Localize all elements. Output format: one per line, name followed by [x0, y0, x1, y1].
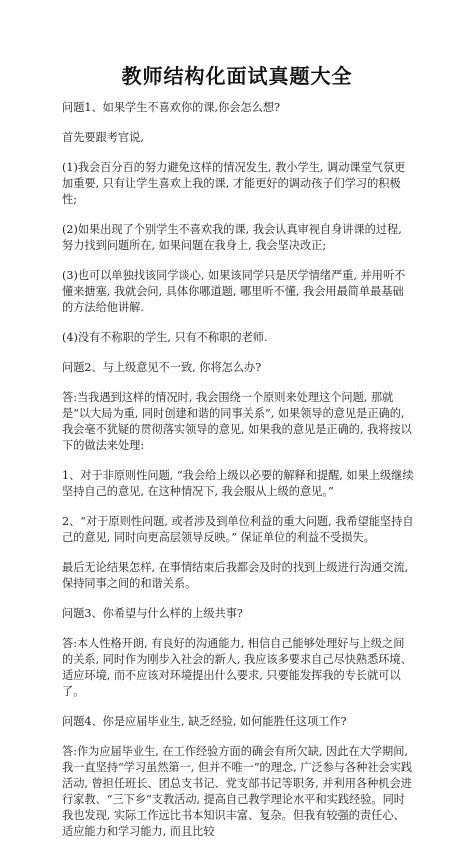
answer-intro: 首先要跟考官说, [62, 131, 144, 144]
answer-3: 答:本人性格开朗, 有良好的沟通能力, 相信自己能够处理好与上级之间的关系, 同时作为刚步入社会的新人, 我应该多要求自己尽快熟悉环境、适应环境, 而不应该对环境提出什么要求, 只要能发挥我的专长就可以了。 [62, 637, 412, 698]
document-body [62, 100, 414, 854]
answer-4: 答:作为应届毕业生, 在工作经验方面的确会有所欠缺, 因此在大学期间, 我一直坚持“学习虽然第一, 但并不唯一”的理念, 广泛参与各种社会实践活动, 曾担任班长、团总支书记、党支部书记等职务, 并利用各种机会进行家教、“三下乡”支教活动, 提高自己教学理论水平和实践经验。同时我也发现, 实际工作远比书本知识丰富、复杂。但我有较强的责任心、适应能力和学习能力, 而且比较 [62, 745, 413, 838]
answer-1-point-3: (3)也可以单独找该同学谈心, 如果该同学只是厌学情绪严重, 并用听不懂来搪塞, 我就会问, 具体你哪道题, 哪里听不懂, 我会用最简单最基础的方法给他讲解. [62, 269, 406, 314]
question-1: 问题1、如果学生不喜欢你的课,你会怎么想? [62, 101, 281, 114]
document-title: 教师结构化面试真题大全 [121, 64, 353, 88]
answer-1-point-4: (4)没有不称职的学生, 只有不称职的老师. [62, 331, 268, 344]
answer-2-point-1: 1、对于非原则性问题, “我会给上级以必要的解释和提醒, 如果上级继续坚持自己的意见, 在这种情况下, 我会服从上级的意见。” [62, 469, 414, 498]
question-2: 问题2、与上级意见不一致, 你将怎么办? [62, 361, 262, 374]
answer-2-conclusion: 最后无论结果怎样, 在事情结束后我都会及时的找到上级进行沟通交流, 保持同事之间的和谐关系。 [62, 561, 409, 590]
answer-1-point-2: (2)如果出现了个别学生不喜欢我的课, 我会认真审视自身讲课的过程, 努力找到问题所在, 如果问题在我身上, 我会坚决改正; [62, 223, 402, 252]
question-3: 问题3、你希望与什么样的上级共事? [62, 607, 243, 620]
answer-2-point-2: 2、“对于原则性问题, 或者涉及到单位利益的重大问题, 我希望能坚持自己的意见, 同时向更高层领导反映。” 保证单位的利益不受损失。 [62, 515, 414, 544]
question-4: 问题4、你是应届毕业生, 缺乏经验, 如何能胜任这项工作? [62, 715, 347, 728]
answer-2: 答:当我遇到这样的情况时, 我会围绕一个原则来处理这个问题, 那就是“以大局为重, 同时创建和谐的同事关系”, 如果领导的意见是正确的, 我会毫不犹疑的贯彻落实领导的意见, 如果我的意见是正确的, 我将按以下的做法来处理: [62, 391, 412, 452]
answer-1-point-1: (1)我会百分百的努力避免这样的情况发生, 教小学生, 调动课堂气氛更加重要, 只有让学生喜欢上我的课, 才能更好的调动孩子们学习的积极性; [62, 161, 406, 206]
